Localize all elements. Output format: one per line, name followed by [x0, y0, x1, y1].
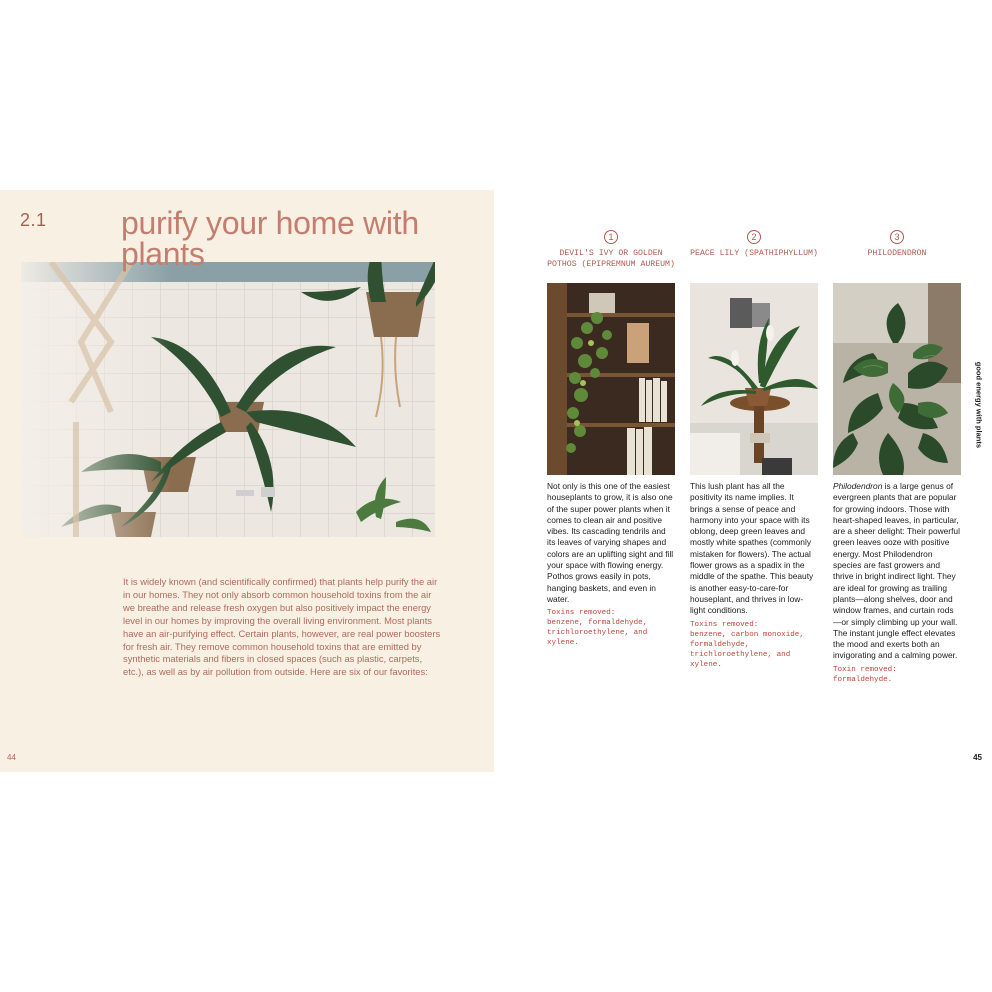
plant-column-1: [547, 230, 675, 648]
plant-column-3: [833, 230, 961, 685]
intro-paragraph: It is widely known (and scientifically confirmed) that plants help purify the air in our homes. They not only absorb common household toxins from the air we breathe and release fresh oxygen but also positively impact the energy level in our homes by improving the overall living environment. Most plants have an air-purifying effect. Certain plants, however, are real power boosters for fresh air. They remove common household toxins that are emitted by synthetic materials and fibers in closed spaces (such as plastic, carpets, etc.), as well as by air pollution from outside. Here are six of our favorites:: [123, 576, 441, 678]
plant-column-2: [690, 230, 818, 670]
hero-plant-photo: [21, 262, 435, 537]
toxins-label: Toxins removed:: [690, 620, 759, 629]
running-head: good energy with plants: [974, 361, 983, 448]
genus-name-italic: Philodendron: [833, 481, 883, 491]
toxins-list: benzene, formaldehyde, trichloroethylene, and xylene.: [547, 619, 648, 648]
plant-name: PEACE LILY (SPATHIPHYLLUM): [690, 249, 818, 258]
toxins-list: formaldehyde.: [833, 675, 893, 684]
plant-description: [833, 481, 961, 662]
toxins-label: Toxin removed:: [833, 665, 897, 674]
toxins-list: benzene, carbon monoxide, formaldehyde, trichloroethylene, and xylene.: [690, 630, 804, 669]
plant-description: This lush plant has all the positivity its name implies. It brings a sense of peace and harmony into your space with its oblong, deep green leaves and mostly white spathes (commonly mistaken for flowers). The actual flower grows as a spadix in the middle of the spathe. This beauty is another easy-to-care-for houseplant, and thrives in low-light conditions.: [690, 481, 814, 616]
plant-number-badge: 3: [890, 230, 904, 244]
plant-description-body: is a large genus of evergreen plants that are popular for growing indoors. Those with heart-shaped leaves, in particular, are a sheer delight: Their powerful green leaves ooze with positive energy. Most Philodendron species are fast growers and thrive in bright indirect light. They are ideal for growing as trailing plants—along shelves, door and window frames, and curtain rods—or simply climbing up your wall. The instant jungle effect elevates the mood and exerts both an invigorating and a calming power.: [833, 481, 960, 661]
plant-description: Not only is this one of the easiest houseplants to grow, it is also one of the super power plants when it comes to clean air and positive vibes. Its cascading tendrils and its leaves of varying shapes and colors are an uplifting sight and fill your space with flowing energy. Pothos grows easily in pots, hanging baskets, and even in water.: [547, 481, 674, 604]
pothos-photo: [547, 283, 675, 475]
toxins-label: Toxins removed:: [547, 609, 616, 618]
philodendron-photo: [833, 283, 961, 475]
page-number-right: 45: [973, 753, 982, 762]
page-number-left: 44: [7, 753, 16, 762]
plant-name: PHILODENDRON: [867, 249, 927, 258]
plant-number-badge: 1: [604, 230, 618, 244]
peace-lily-photo: [690, 283, 818, 475]
section-number: 2.1: [20, 210, 47, 230]
right-page: [494, 190, 992, 772]
plant-number-badge: 2: [747, 230, 761, 244]
page-title: purify your home with plants: [121, 205, 419, 272]
plant-name: DEVIL'S IVY OR GOLDEN POTHOS (EPIPREMNUM AUREUM): [547, 249, 675, 269]
left-page: [0, 190, 494, 772]
